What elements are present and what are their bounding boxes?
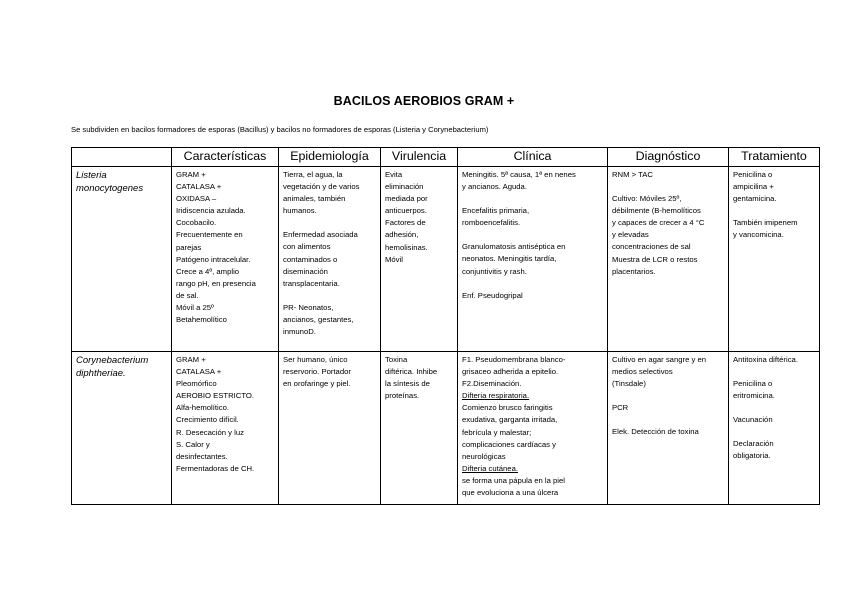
line-gap xyxy=(462,229,603,241)
cell-line: monocytogenes xyxy=(76,183,144,194)
cell-line: Crecimiento difícil. xyxy=(176,415,239,425)
cell-line: ampicilina + xyxy=(733,182,774,192)
cell-virulencia xyxy=(381,352,458,505)
line-gap xyxy=(283,290,376,302)
cell-line: Declaración xyxy=(733,439,774,449)
cell-line: grisaceo adherida a epitelio. xyxy=(462,367,559,377)
cell-caracteristicas xyxy=(172,167,279,352)
cell-tratamiento xyxy=(729,167,820,352)
cell-line: S. Calor y xyxy=(176,439,210,449)
table-row xyxy=(72,167,820,352)
cell-line: y vancomicina. xyxy=(733,230,784,240)
cell-line: Cultivo en agar sangre y en xyxy=(612,355,707,364)
cell-line: desinfectantes. xyxy=(176,451,228,461)
cell-line: Tierra, el agua, la xyxy=(283,170,343,179)
cell-line: animales, también xyxy=(283,194,346,204)
cell-line: y capaces de crecer a 4 °C xyxy=(612,218,705,228)
cell-line: Comienzo brusco faringitis xyxy=(462,403,553,413)
cell-line: (Tinsdale) xyxy=(612,379,646,389)
header-tratamiento: Tratamiento xyxy=(729,148,820,167)
cell-line: OXIDASA – xyxy=(176,194,217,204)
cell-line: romboencefalitis. xyxy=(462,218,521,228)
line-gap xyxy=(733,402,815,414)
cell-line: GRAM + xyxy=(176,170,206,179)
cell-line: Enfermedad asociada xyxy=(283,230,358,240)
cell-line: de sal. xyxy=(176,290,199,300)
cell-epidemiologia xyxy=(279,167,381,352)
header-empty xyxy=(72,148,172,167)
cell-line: GRAM + xyxy=(176,355,206,364)
cell-line: gentamicina. xyxy=(733,194,777,204)
cell-line: humanos. xyxy=(283,206,317,216)
cell-caracteristicas xyxy=(172,352,279,505)
cell-line: rango pH, en presencia xyxy=(176,278,256,288)
cell-line: PCR xyxy=(612,403,629,413)
line-gap xyxy=(283,217,376,229)
cell-line: Betahemolítico xyxy=(176,315,227,325)
cell-line: neonatos. Meningitis tardía, xyxy=(462,254,557,264)
cell-line: eliminación xyxy=(385,182,424,192)
cell-line: Penicilina o xyxy=(733,379,773,389)
cell-line: diphtheriae. xyxy=(76,368,126,379)
cell-line: contaminados o xyxy=(283,254,338,264)
cell-line: Muestra de LCR o restos xyxy=(612,254,698,264)
cell-line: proteínas. xyxy=(385,391,420,401)
cell-line: complicaciones cardíacas y xyxy=(462,439,556,449)
cell-line: Penicilina o xyxy=(733,170,773,179)
cell-line: Patógeno intracelular. xyxy=(176,254,251,264)
header-diagnostico: Diagnóstico xyxy=(608,148,729,167)
cell-line: febrícula y malestar; xyxy=(462,427,532,437)
cell-virulencia xyxy=(381,167,458,352)
line-gap xyxy=(733,366,815,378)
cell-line: Toxina xyxy=(385,355,408,364)
line-gap xyxy=(462,278,603,290)
cell-line: RNM > TAC xyxy=(612,170,653,179)
cell-line: Evita xyxy=(385,170,403,179)
cell-line: Móvil a 25º xyxy=(176,303,214,313)
bacteria-table xyxy=(71,147,820,505)
cell-line: que evoluciona a una úlcera xyxy=(462,488,559,498)
header-epidemiologia: Epidemiología xyxy=(279,148,381,167)
cell-line: medios selectivos xyxy=(612,367,673,377)
cell-line: con alimentos xyxy=(283,242,331,252)
cell-line: F1. Pseudomembrana blanco- xyxy=(462,355,566,364)
cell-epidemiologia xyxy=(279,352,381,505)
cell-line: parejas xyxy=(176,242,202,252)
cell-organism xyxy=(72,167,172,352)
cell-line: en orofaringe y piel. xyxy=(283,379,351,389)
cell-line: Difteria cutánea. xyxy=(462,463,518,473)
cell-line: Corynebacterium xyxy=(76,355,149,366)
cell-line: Listeria xyxy=(76,170,107,181)
cell-line: y elevadas xyxy=(612,230,649,240)
cell-line: Ser humano, único xyxy=(283,355,348,364)
cell-line: reservorio. Portador xyxy=(283,367,351,377)
cell-line: conjuntivitis y rash. xyxy=(462,266,527,276)
cell-line: Iridiscencia azulada. xyxy=(176,206,246,216)
cell-tratamiento xyxy=(729,352,820,505)
cell-line: PR- Neonatos, xyxy=(283,302,334,312)
cell-line: placentarios. xyxy=(612,266,656,276)
line-gap xyxy=(733,205,815,217)
cell-line: Frecuentemente en xyxy=(176,230,243,240)
cell-line: Alfa-hemolítico. xyxy=(176,403,229,413)
cell-line: Elek. Detección de toxina xyxy=(612,427,699,437)
cell-line: mediada por xyxy=(385,194,428,204)
cell-diagnostico xyxy=(608,352,729,505)
cell-line: Meningitis. 5ª causa, 1ª en nenes xyxy=(462,170,576,179)
cell-clinica xyxy=(458,352,608,505)
line-gap xyxy=(612,181,724,193)
line-gap xyxy=(612,414,724,426)
cell-clinica xyxy=(458,167,608,352)
cell-line: AEROBIO ESTRICTO. xyxy=(176,391,255,401)
cell-line: transplacentaria. xyxy=(283,278,340,288)
cell-line: Vacunación xyxy=(733,415,773,425)
cell-line: Crece a 4º, amplio xyxy=(176,266,240,276)
cell-line: eritromicina. xyxy=(733,391,775,401)
cell-line: Antitoxina diftérica. xyxy=(733,355,798,364)
cell-line: Cocobacilo. xyxy=(176,218,217,228)
header-virulencia: Virulencia xyxy=(381,148,458,167)
cell-line: Difteria respiratoria. xyxy=(462,391,530,401)
header-caracteristicas: Características xyxy=(172,148,279,167)
table-row xyxy=(72,352,820,505)
cell-line: diseminación xyxy=(283,266,328,276)
cell-line: la síntesis de xyxy=(385,379,430,389)
line-gap xyxy=(733,426,815,438)
page-title: BACILOS AEROBIOS GRAM + xyxy=(333,94,515,108)
cell-line: neurológicas xyxy=(462,451,506,461)
cell-line: R. Desecación y luz xyxy=(176,427,244,437)
cell-line: obligatoria. xyxy=(733,451,771,461)
cell-line: También imipenem xyxy=(733,218,798,228)
cell-line: Factores de xyxy=(385,218,426,228)
table-header-row xyxy=(72,148,820,167)
cell-line: Granulomatosis antiséptica en xyxy=(462,242,566,252)
cell-line: hemolisinas. xyxy=(385,242,428,252)
intro-text: Se subdividen en bacilos formadores de esporas (Bacillus) y bacilos no formadores de esporas (Listeria y Corynebacterium) xyxy=(71,125,489,134)
cell-diagnostico xyxy=(608,167,729,352)
cell-line: Fermentadoras de CH. xyxy=(176,463,255,473)
cell-line: adhesión, xyxy=(385,230,419,240)
cell-line: CATALASA + xyxy=(176,182,222,192)
cell-line: se forma una pápula en la piel xyxy=(462,475,565,485)
cell-line: Enf. Pseudogripal xyxy=(462,290,523,300)
cell-line: Encefalitis primaria, xyxy=(462,206,530,216)
cell-line: vegetación y de varios xyxy=(283,182,360,192)
cell-line: concentraciones de sal xyxy=(612,242,691,252)
cell-line: diftérica. Inhibe xyxy=(385,367,438,377)
cell-line: anticuerpos. xyxy=(385,206,427,216)
header-clinica: Clínica xyxy=(458,148,608,167)
cell-line: débilmente (B-hemolíticos xyxy=(612,206,701,216)
cell-line: Móvil xyxy=(385,254,403,264)
cell-line: y ancianos. Aguda. xyxy=(462,182,527,192)
cell-line: exudativa, garganta irritada, xyxy=(462,415,558,425)
cell-line: inmunoD. xyxy=(283,327,316,337)
cell-line: F2.Diseminación. xyxy=(462,379,522,389)
cell-line: Cultivo: Móviles 25º, xyxy=(612,194,682,204)
line-gap xyxy=(462,193,603,205)
cell-organism xyxy=(72,352,172,505)
line-gap xyxy=(612,390,724,402)
cell-line: ancianos, gestantes, xyxy=(283,314,354,324)
cell-line: CATALASA + xyxy=(176,367,222,377)
cell-line: Pleomórfico xyxy=(176,379,217,389)
